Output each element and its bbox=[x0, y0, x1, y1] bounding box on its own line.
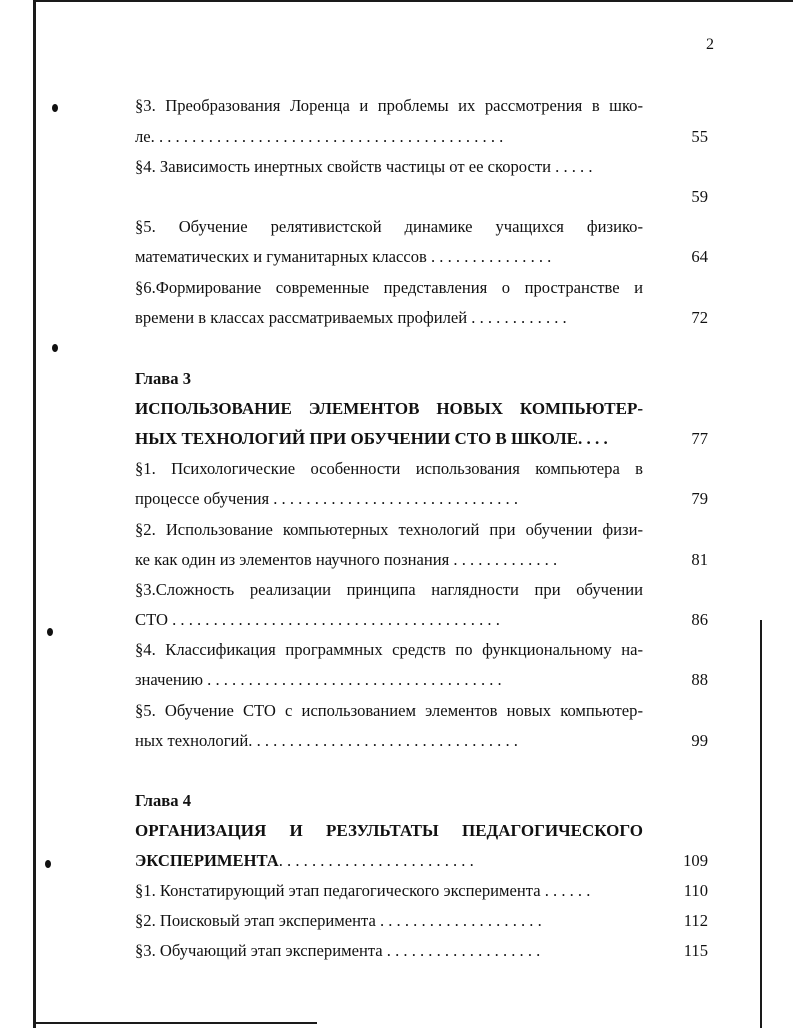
toc-page-number: 99 bbox=[691, 731, 708, 750]
toc-dot-leader: . . . . . . . . . . . . . . . . . . . . . . . . bbox=[278, 851, 474, 870]
chapter-4-title-cont bbox=[135, 850, 643, 872]
toc-entry-line: §5. Обучение СТО с использованием элементов новых компьютер- bbox=[135, 701, 643, 720]
toc-page-number: 110 bbox=[683, 881, 708, 900]
toc-entry-line: §6.Формирование современные представления о пространстве и bbox=[135, 278, 643, 297]
chapter-4-title-word: ЭКСПЕРИМЕНТА bbox=[135, 851, 279, 870]
punch-hole-mark bbox=[52, 344, 58, 352]
toc-page-number: 64 bbox=[691, 247, 708, 266]
toc-page-number: 115 bbox=[683, 941, 708, 960]
toc-entry-line: СТО . . . . . . . . . . . . . . . . . . . . . . . . . . . . . . . . . . . . . . . . bbox=[135, 610, 500, 629]
scan-edge-left bbox=[33, 0, 36, 1028]
toc-entry-line: §3.Сложность реализации принципа наглядности при обучении bbox=[135, 580, 643, 599]
toc-entry-line: §3. Обучающий этап эксперимента . . . . . . . . . . . . . . . . . . . bbox=[135, 941, 541, 960]
toc-entry-line: §4. Классификация программных средств по функциональному на- bbox=[135, 640, 643, 659]
chapter-3-title-cont: НЫХ ТЕХНОЛОГИЙ ПРИ ОБУЧЕНИИ СТО В ШКОЛЕ. . . . bbox=[135, 429, 608, 448]
toc-entry-line: математических и гуманитарных классов . . . . . . . . . . . . . . . bbox=[135, 247, 552, 266]
page-number: 2 bbox=[706, 36, 714, 53]
chapter-4-title: ОРГАНИЗАЦИЯ И РЕЗУЛЬТАТЫ ПЕДАГОГИЧЕСКОГО bbox=[135, 821, 643, 840]
toc-page-number: 79 bbox=[691, 489, 708, 508]
toc-page-number: 59 bbox=[691, 187, 708, 206]
toc-entry-line: времени в классах рассматриваемых профилей . . . . . . . . . . . . bbox=[135, 308, 567, 327]
toc-entry-line: §3. Преобразования Лоренца и проблемы их рассмотрения в шко- bbox=[135, 96, 643, 115]
chapter-4-label: Глава 4 bbox=[135, 791, 191, 810]
toc-page-number: 86 bbox=[691, 610, 708, 629]
toc-entry-line: ных технологий. . . . . . . . . . . . . . . . . . . . . . . . . . . . . . . . . bbox=[135, 731, 518, 750]
toc-page-number: 112 bbox=[683, 911, 708, 930]
toc-entry-line: ке как один из элементов научного познания . . . . . . . . . . . . . bbox=[135, 550, 558, 569]
toc-entry-line: §5. Обучение релятивистской динамике учащихся физико- bbox=[135, 217, 643, 236]
toc-entry-line: §1. Констатирующий этап педагогического эксперимента . . . . . . bbox=[135, 881, 591, 900]
toc-page-number: 72 bbox=[691, 308, 708, 327]
punch-hole-mark bbox=[45, 860, 51, 868]
scan-edge-top bbox=[33, 0, 793, 2]
toc-page-number: 55 bbox=[691, 127, 708, 146]
toc-entry-line: §2. Поисковый этап эксперимента . . . . . . . . . . . . . . . . . . . . bbox=[135, 911, 542, 930]
punch-hole-mark bbox=[47, 628, 53, 636]
toc-entry-line: §1. Психологические особенности использования компьютера в bbox=[135, 459, 643, 478]
toc-entry-line: §2. Использование компьютерных технологий при обучении физи- bbox=[135, 520, 643, 539]
toc-entry-line: §4. Зависимость инертных свойств частицы от ее скорости . . . . . bbox=[135, 157, 593, 176]
toc-entry-line: ле. . . . . . . . . . . . . . . . . . . . . . . . . . . . . . . . . . . . . . . . . . . bbox=[135, 127, 504, 146]
toc-page-number: 77 bbox=[691, 429, 708, 448]
toc-page-number: 109 bbox=[683, 851, 708, 870]
chapter-3-title: ИСПОЛЬЗОВАНИЕ ЭЛЕМЕНТОВ НОВЫХ КОМПЬЮТЕР- bbox=[135, 399, 643, 418]
toc-entry-line: значению . . . . . . . . . . . . . . . . . . . . . . . . . . . . . . . . . . . . bbox=[135, 670, 502, 689]
toc-page-number: 81 bbox=[691, 550, 708, 569]
toc-entry-line: процессе обучения . . . . . . . . . . . . . . . . . . . . . . . . . . . . . . bbox=[135, 489, 518, 508]
toc-page-number: 88 bbox=[691, 670, 708, 689]
scan-edge-bottom bbox=[35, 1022, 317, 1024]
punch-hole-mark bbox=[52, 104, 58, 112]
scan-edge-right bbox=[760, 620, 762, 1028]
chapter-3-label: Глава 3 bbox=[135, 369, 191, 388]
